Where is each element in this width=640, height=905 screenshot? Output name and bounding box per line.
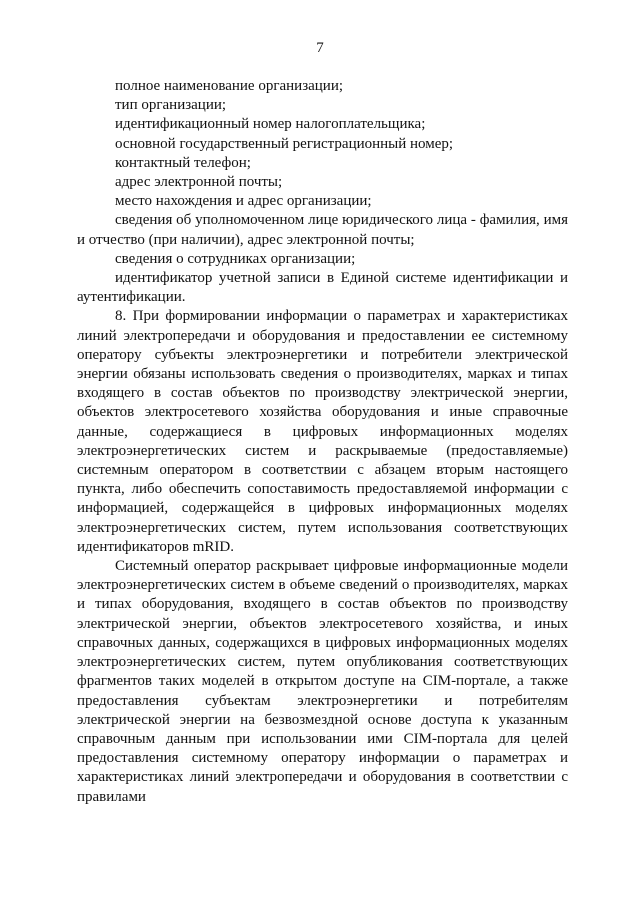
list-item: полное наименование организации; <box>115 78 344 94</box>
paragraph-system-operator: Системный оператор раскрывает цифровые информационные модели электроэнергетических систем в объеме сведений о производителях, марках и типах оборудования, входящего в состав объектов по производству электрической энергии, объектов электросетевого хозяйства, и иных справочных данных, содержащихся в цифровых информационных моделях электроэнергетических систем, путем опубликования соответствующих фрагментов таких моделей в открытом доступе на CIM-портале, а также предоставления субъектам электроэнергетики и потребителям электрической энергии на безвозмездной основе доступа к указанным справочным данным при использовании ими CIM-портала для целей предоставления системному оператору информации о параметрах и характеристиках линий электропередачи и оборудования в соответствии с правилами <box>77 558 568 805</box>
list-item: тип организации; <box>115 97 227 114</box>
paragraph-item-8: 8. При формировании информации о параметрах и характеристиках линий электропередачи и оборудования и предоставлении ее системному оператору субъекты электроэнергетики и потребители электрической энергии обязаны использовать сведения о производителях, марках и типах входящего в состав объектов по производству электрической энергии, объектов электросетевого хозяйства оборудования и иные справочные данные, содержащиеся в цифровых информационных моделях электроэнергетических систем и раскрываемые (предоставляемые) системным оператором в соответствии с абзацем вторым настоящего пункта, либо обеспечить сопоставимость предоставляемой информации с информацией, содержащейся в цифровых информационных моделях электроэнергетических систем, путем использования соответствующих идентификаторов mRID. <box>77 308 568 555</box>
document-body <box>77 77 568 807</box>
list-item: адрес электронной почты; <box>115 174 283 191</box>
page-number: 7 <box>316 40 324 56</box>
list-item: основной государственный регистрационный номер; <box>115 135 454 152</box>
list-item: контактный телефон; <box>115 154 251 171</box>
list-item: идентификационный номер налогоплательщика; <box>115 116 426 133</box>
list-item: место нахождения и адрес организации; <box>115 193 372 210</box>
list-item: сведения о сотрудниках организации; <box>115 250 356 267</box>
list-item: идентификатор учетной записи в Единой системе идентификации и аутентификации. <box>77 270 568 306</box>
list-item: сведения об уполномоченном лице юридического лица - фамилия, имя и отчество (при наличии), адрес электронной почты; <box>77 212 568 248</box>
